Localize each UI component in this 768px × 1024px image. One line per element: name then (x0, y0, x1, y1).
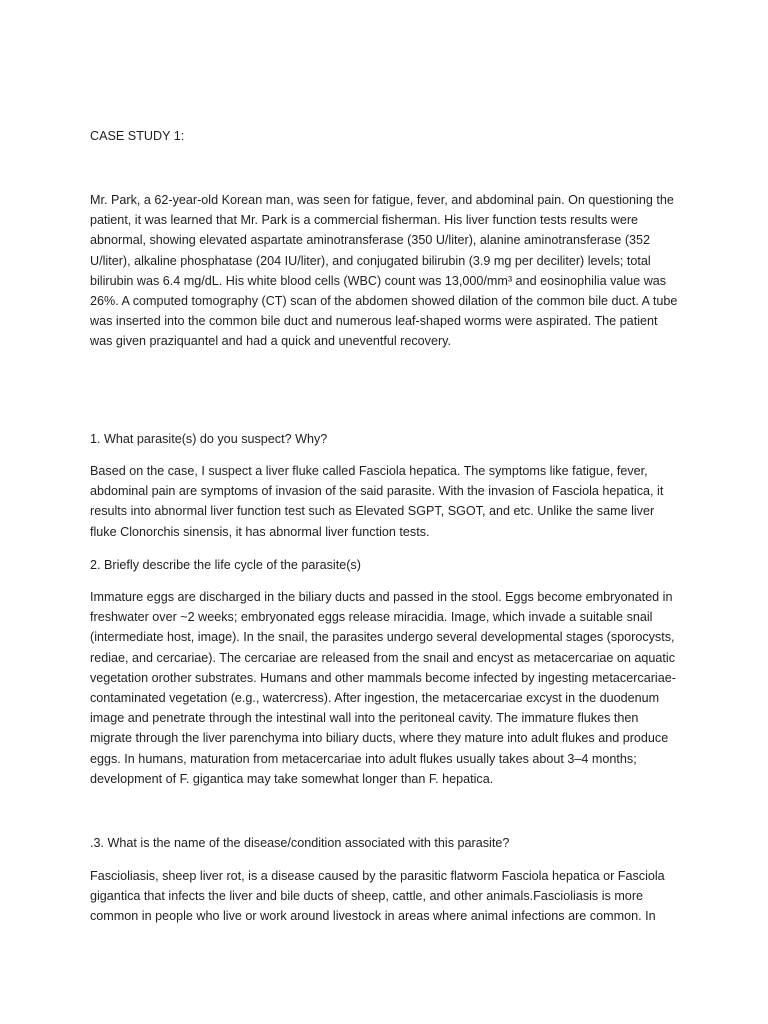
answer-1: Based on the case, I suspect a liver fluke called Fasciola hepatica. The symptoms like fatigue, fever, abdominal pain are symptoms of invasion of the said parasite. With the invasion of Fasciola hepatica, it results into abnormal liver function test such as Elevated SGPT, SGOT, and etc. Unlike the same liver fluke Clonorchis sinensis, it has abnormal liver function tests. (90, 464, 664, 539)
case-description: Mr. Park, a 62-year-old Korean man, was seen for fatigue, fever, and abdominal pain. On questioning the patient, it was learned that Mr. Park is a commercial fisherman. His liver function tests results were abnormal, showing elevated aspartate aminotransferase (350 U/liter), alanine aminotransferase (352 U/liter), alkaline phosphatase (204 IU/liter), and conjugated bilirubin (3.9 mg per deciliter) levels; total bilirubin was 6.4 mg/dL. His white blood cells (WBC) count was 13,000/mm³ and eosinophilia value was 26%. A computed tomography (CT) scan of the abdomen showed dilation of the common bile duct. A tube was inserted into the common bile duct and numerous leaf-shaped worms were aspirated. The patient was given praziquantel and had a quick and uneventful recovery. (90, 193, 678, 349)
question-2: 2. Briefly describe the life cycle of the parasite(s) (90, 558, 361, 572)
answer-3: Fascioliasis, sheep liver rot, is a disease caused by the parasitic flatworm Fasciola hepatica or Fasciola gigantica that infects the liver and bile ducts of sheep, cattle, and other animals.Fascioliasis is more common in people who live or work around livestock in areas where animal infections are common. In (90, 869, 665, 924)
question-1: 1. What parasite(s) do you suspect? Why? (90, 432, 328, 446)
question-3: .3. What is the name of the disease/condition associated with this parasite? (90, 836, 510, 850)
case-study-heading: CASE STUDY 1: (90, 129, 185, 143)
answer-2: Immature eggs are discharged in the biliary ducts and passed in the stool. Eggs become embryonated in freshwater over ~2 weeks; embryonated eggs release miracidia. Image, which invade a suitable snail (intermediate host, image). In the snail, the parasites undergo several developmental stages (sporocysts, rediae, and cercariae). The cercariae are released from the snail and encyst as metacercariae on aquatic vegetation orother substrates. Humans and other mammals become infected by ingesting metacercariae-contaminated vegetation (e.g., watercress). After ingestion, the metacercariae excyst in the duodenum image and penetrate through the intestinal wall into the peritoneal cavity. The immature flukes then migrate through the liver parenchyma into biliary ducts, where they mature into adult flukes and produce eggs. In humans, maturation from metacercariae into adult flukes usually takes about 3–4 months; development of F. gigantica may take somewhat longer than F. hepatica. (90, 590, 676, 786)
